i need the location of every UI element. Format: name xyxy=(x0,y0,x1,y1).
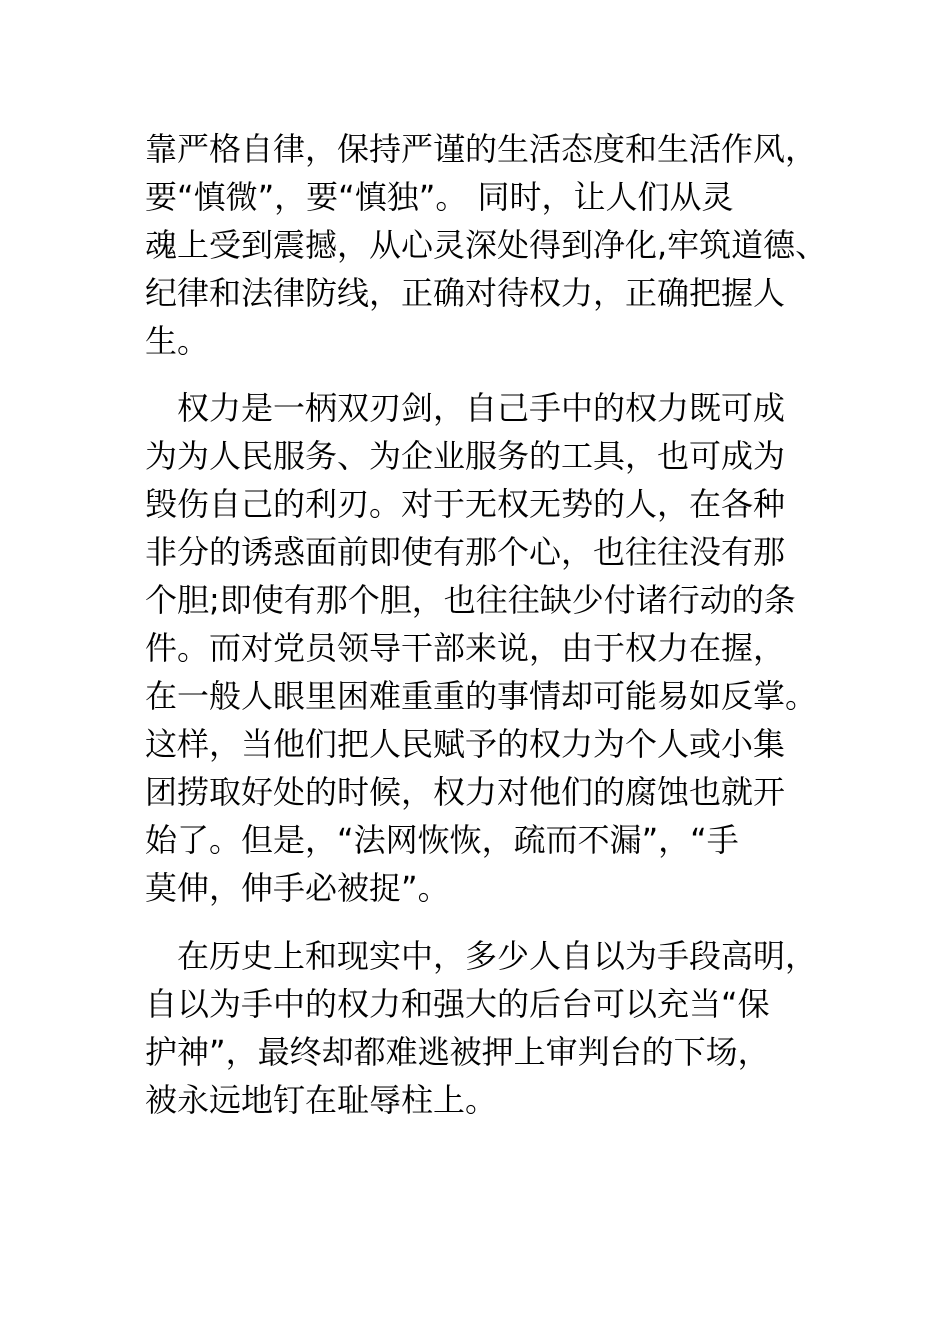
text-line: 在一般人眼里困难重重的事情却可能易如反掌。 xyxy=(145,677,818,715)
text-line: 在历史上和现实中，多少人自以为手段高明， xyxy=(177,937,818,975)
text-line: 权力是一柄双刃剑，自己手中的权力既可成 xyxy=(177,389,786,427)
text-line: 团捞取好处的时候，权力对他们的腐蚀也就开 xyxy=(145,773,786,811)
text-line: 魂上受到震撼，从心灵深处得到净化,牢筑道德、 xyxy=(145,226,828,264)
text-line: 始了。但是，“法网恢恢，疏而不漏”，“手 xyxy=(145,821,739,859)
paragraph-3 xyxy=(145,932,825,1124)
text-line: 为为人民服务、为企业服务的工具，也可成为 xyxy=(145,437,786,475)
text-line: 非分的诱惑面前即使有那个心，也往往没有那 xyxy=(145,533,786,571)
text-line: 要“慎微”，要“慎独”。 同时，让人们从灵 xyxy=(145,178,734,216)
text-line: 生。 xyxy=(145,322,210,360)
text-line: 个胆;即使有那个胆，也往往缺少付诸行动的条 xyxy=(145,581,796,619)
text-line: 护神”，最终却都难逃被押上审判台的下场， xyxy=(145,1033,770,1071)
text-line: 靠严格自律，保持严谨的生活态度和生活作风， xyxy=(145,130,818,168)
paragraph-2 xyxy=(145,384,825,912)
paragraph-1 xyxy=(145,125,828,365)
text-line: 这样，当他们把人民赋予的权力为个人或小集 xyxy=(145,725,786,763)
text-line: 莫伸，伸手必被捉”。 xyxy=(145,869,450,907)
text-line: 纪律和法律防线，正确对待权力，正确把握人 xyxy=(145,274,786,312)
text-line: 件。而对党员领导干部来说，由于权力在握， xyxy=(145,629,786,667)
text-line: 自以为手中的权力和强大的后台可以充当“保 xyxy=(145,985,770,1023)
text-line: 毁伤自己的利刃。对于无权无势的人，在各种 xyxy=(145,485,786,523)
text-line: 被永远地钉在耻辱柱上。 xyxy=(145,1081,498,1119)
